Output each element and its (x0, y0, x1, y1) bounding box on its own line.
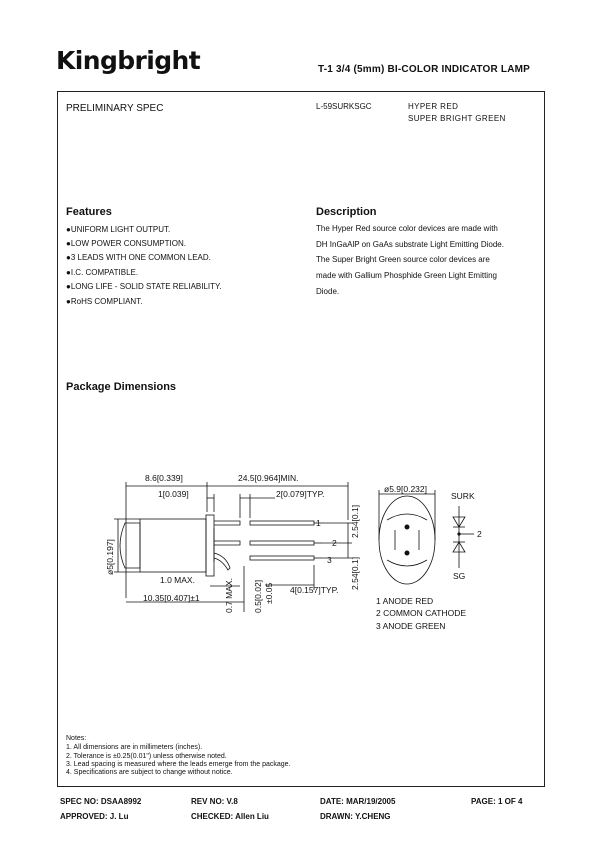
note-item: 3. Lead spacing is measured where the leads emerge from the package. (66, 761, 291, 768)
pin-number: 3 (327, 555, 332, 565)
checked-by: CHECKED: Allen Liu (191, 812, 269, 821)
lead-2 (250, 541, 314, 545)
led-dome (120, 523, 140, 568)
approved-by: APPROVED: J. Lu (60, 812, 129, 821)
description-line: Diode. (316, 287, 340, 296)
page-number: PAGE: 1 OF 4 (471, 797, 523, 806)
description-line: DH InGaAlP on GaAs substrate Light Emitting Diode. (316, 240, 504, 249)
dim-pitch-a-label: 2.54[0.1] (350, 504, 360, 538)
circuit-top-label: SURK (451, 491, 475, 501)
pin-number: 2 (332, 538, 337, 548)
dim-lead-tol-label: ±0.05 (264, 582, 274, 604)
note-item: 4. Specifications are subject to change without notice. (66, 769, 233, 776)
color-line-2: SUPER BRIGHT GREEN (408, 114, 506, 123)
description-heading: Description (316, 206, 377, 218)
feature-item: ●I.C. COMPATIBLE. (66, 268, 139, 277)
description-line: The Super Bright Green source color devices are (316, 255, 490, 264)
dim-lead-thick-label: 0.5[0.02] (253, 579, 263, 613)
feature-item: ●LOW POWER CONSUMPTION. (66, 239, 186, 248)
brand-logo: Kingbright (56, 46, 201, 75)
pin-legend-item: 1 ANODE RED (376, 596, 434, 606)
dim-lead-min-label: 24.5[0.964]MIN. (238, 473, 299, 483)
lead-mid-stub (214, 541, 240, 545)
note-item: 2. Tolerance is ±0.25(0.01") unless otherwise noted. (66, 753, 227, 760)
pin-legend-item: 2 COMMON CATHODE (376, 608, 467, 618)
dim-diameter-label: ø5[0.197] (105, 539, 115, 575)
document-title: T-1 3/4 (5mm) BI-COLOR INDICATOR LAMP (318, 64, 531, 75)
description-line: The Hyper Red source color devices are made with (316, 224, 498, 233)
spec-status: PRELIMINARY SPEC (66, 103, 164, 114)
dim-lead-gap-label: 2[0.079]TYP. (276, 489, 325, 499)
color-line-1: HYPER RED (408, 102, 459, 111)
circuit-pin-label: 2 (477, 529, 482, 539)
feature-item: ●LONG LIFE - SOLID STATE RELIABILITY. (66, 282, 222, 291)
note-item: 1. All dimensions are in millimeters (inches). (66, 744, 203, 751)
dim-body-total-label: 10.35[0.407]±1 (143, 593, 200, 603)
feature-item: ●3 LEADS WITH ONE COMMON LEAD. (66, 253, 211, 262)
description-line: made with Gallium Phosphide Green Light Emitting (316, 271, 497, 280)
top-view-dot (405, 551, 410, 556)
package-heading: Package Dimensions (66, 381, 177, 393)
dim-07-label: 0.7 MAX. (224, 578, 234, 613)
led-top-view-inner (387, 514, 427, 566)
notes-heading: Notes: (66, 735, 87, 742)
pin-number: 1 (316, 518, 321, 528)
dim-flange-label: 1[0.039] (158, 489, 189, 499)
lead-1 (250, 521, 314, 525)
dim-lead-end-label: 4[0.157]TYP. (290, 585, 339, 595)
dim-pitch-b-label: 2.54[0.1] (350, 556, 360, 590)
pin-legend-item: 3 ANODE GREEN (376, 621, 446, 631)
dim-length-label: 8.6[0.339] (145, 473, 183, 483)
led-flange (206, 515, 214, 576)
issue-date: DATE: MAR/19/2005 (320, 797, 396, 806)
led-top-view-outer (379, 496, 435, 584)
revision-number: REV NO: V.8 (191, 797, 238, 806)
top-view-dot (405, 525, 410, 530)
led-body (140, 519, 206, 572)
dim-top-diameter-label: ø5.9[0.232] (384, 484, 428, 494)
lead-3 (250, 556, 314, 560)
circuit-bottom-label: SG (453, 571, 466, 581)
feature-item: ●RoHS COMPLIANT. (66, 297, 143, 306)
lead-top-stub (214, 521, 240, 525)
lead-bottom-bend (214, 553, 230, 570)
dim-one-max-label: 1.0 MAX. (160, 575, 195, 585)
drawn-by: DRAWN: Y.CHENG (320, 812, 391, 821)
circuit-node (457, 532, 460, 535)
feature-item: ●UNIFORM LIGHT OUTPUT. (66, 225, 171, 234)
spec-number: SPEC NO: DSAA8992 (60, 797, 142, 806)
part-number: L-59SURKSGC (316, 102, 372, 111)
features-heading: Features (66, 206, 112, 218)
